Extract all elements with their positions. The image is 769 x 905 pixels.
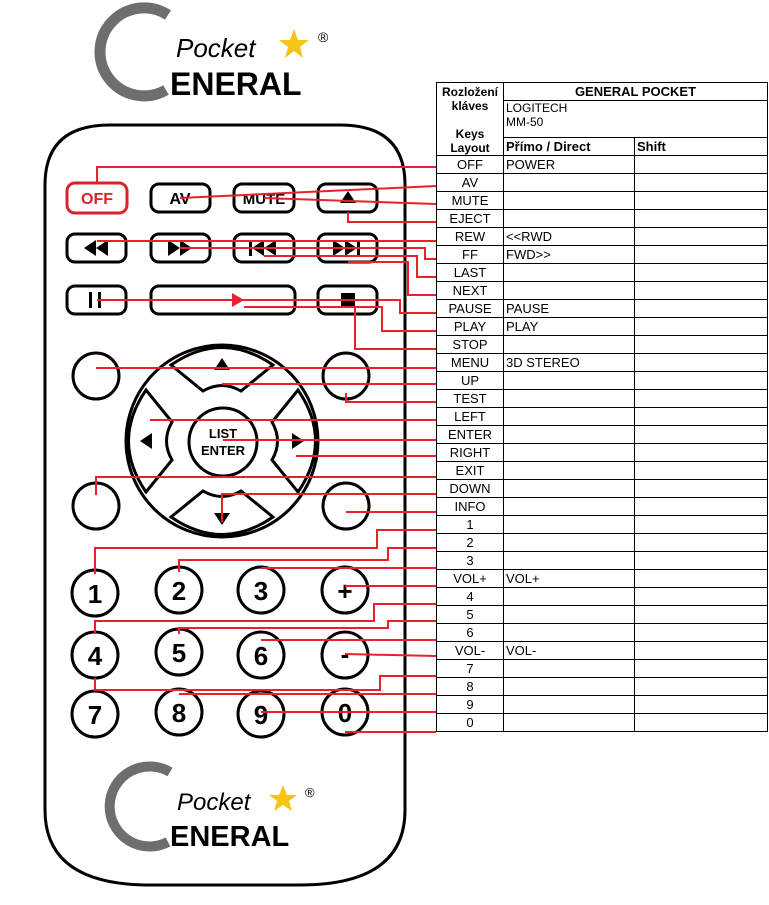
vol-plus-label: + [337, 576, 353, 606]
key-cell: STOP [437, 336, 504, 354]
key-0-label: 0 [337, 698, 353, 728]
table-row [437, 696, 768, 714]
shift-cell [635, 282, 768, 300]
keys-layout-header [437, 83, 504, 156]
direct-cell [504, 282, 635, 300]
device-name-text: LOGITECH MM-50 [506, 101, 568, 129]
key-cell: AV [437, 174, 504, 192]
direct-cell [504, 372, 635, 390]
key-8-button[interactable] [156, 689, 202, 735]
key-1-label: 1 [87, 579, 103, 609]
shift-cell [635, 336, 768, 354]
key-5-label: 5 [171, 638, 187, 668]
key-cell: DOWN [437, 480, 504, 498]
shift-cell [635, 300, 768, 318]
key-cell: INFO [437, 498, 504, 516]
direct-cell [504, 552, 635, 570]
shift-cell [635, 390, 768, 408]
shift-cell [635, 516, 768, 534]
off-button-label: OFF [81, 191, 113, 208]
direct-cell [504, 444, 635, 462]
key-cell: NEXT [437, 282, 504, 300]
table-row [437, 282, 768, 300]
direct-cell [504, 624, 635, 642]
key-cell: PLAY [437, 318, 504, 336]
direct-cell: VOL+ [504, 570, 635, 588]
shift-cell [635, 606, 768, 624]
direct-cell: PAUSE [504, 300, 635, 318]
table-row [437, 192, 768, 210]
table-row [437, 354, 768, 372]
menu-button[interactable] [73, 353, 119, 399]
direct-cell [504, 516, 635, 534]
logo-g-arc [100, 8, 168, 96]
shift-cell [635, 228, 768, 246]
shift-cell [635, 642, 768, 660]
shift-cell [635, 354, 768, 372]
key-cell: MUTE [437, 192, 504, 210]
shift-cell [635, 426, 768, 444]
direct-cell [504, 390, 635, 408]
table-row [437, 426, 768, 444]
table-row [437, 534, 768, 552]
key-9-label: 9 [253, 700, 269, 730]
key-cell: ENTER [437, 426, 504, 444]
shift-column-header: Shift [635, 138, 768, 156]
key-cell: EXIT [437, 462, 504, 480]
direct-cell: POWER [504, 156, 635, 174]
av-button-label: AV [169, 191, 191, 208]
rew-button[interactable] [67, 234, 126, 262]
enter-label: ENTER [200, 443, 246, 458]
direct-cell [504, 714, 635, 732]
device-name [504, 101, 768, 138]
key-cell: RIGHT [437, 444, 504, 462]
vol-minus-label: - [340, 639, 350, 669]
shift-cell [635, 570, 768, 588]
table-row [437, 390, 768, 408]
table-row [437, 228, 768, 246]
shift-cell [635, 174, 768, 192]
direct-cell [504, 210, 635, 228]
direct-cell [504, 408, 635, 426]
key-5-button[interactable] [156, 629, 202, 675]
direct-cell: <<RWD [504, 228, 635, 246]
key-cell: LEFT [437, 408, 504, 426]
shift-cell [635, 192, 768, 210]
key-2-label: 2 [171, 576, 187, 606]
top-logo [100, 8, 329, 102]
logo-pocket-text: Pocket [176, 33, 256, 63]
logo-registered-mark: ® [318, 29, 329, 45]
key-cell: 1 [437, 516, 504, 534]
table-row [437, 444, 768, 462]
table-row [437, 642, 768, 660]
shift-cell [635, 444, 768, 462]
key-cell: 6 [437, 624, 504, 642]
table-row [437, 624, 768, 642]
shift-cell [635, 714, 768, 732]
table-row [437, 210, 768, 228]
logo-general-text: ENERAL [170, 66, 302, 102]
shift-cell [635, 696, 768, 714]
shift-cell [635, 678, 768, 696]
table-row [437, 174, 768, 192]
table-row [437, 300, 768, 318]
direct-cell [504, 660, 635, 678]
mute-button-label: MUTE [242, 191, 286, 208]
key-cell: VOL- [437, 642, 504, 660]
key-3-button[interactable] [238, 567, 284, 613]
bottom-logo-pocket-text: Pocket [177, 789, 251, 816]
key-9-button[interactable] [238, 691, 284, 737]
key-cell: 7 [437, 660, 504, 678]
table-row [437, 678, 768, 696]
test-button[interactable] [323, 353, 369, 399]
direct-column-header: Přímo / Direct [504, 138, 635, 156]
keys-layout-header-text: Rozložení kláves Keys Layout [442, 85, 498, 155]
direct-cell [504, 336, 635, 354]
bottom-logo-general-text: ENERAL [170, 821, 290, 853]
table-row [437, 552, 768, 570]
key-6-label: 6 [253, 641, 269, 671]
key-4-button[interactable] [72, 632, 118, 678]
direct-cell [504, 174, 635, 192]
direct-cell [504, 264, 635, 282]
key-7-button[interactable] [72, 691, 118, 737]
key-3-label: 3 [253, 576, 269, 606]
key-cell: 9 [437, 696, 504, 714]
table-row [437, 588, 768, 606]
direct-cell [504, 498, 635, 516]
shift-cell [635, 156, 768, 174]
key-mapping-table [436, 82, 768, 732]
direct-cell [504, 192, 635, 210]
key-mapping-body [437, 83, 768, 732]
direct-cell [504, 588, 635, 606]
table-row [437, 246, 768, 264]
logo-star-icon [279, 29, 309, 58]
table-row [437, 570, 768, 588]
direct-cell [504, 534, 635, 552]
table-header-row-1 [437, 83, 768, 101]
shift-cell [635, 462, 768, 480]
info-button[interactable] [323, 483, 369, 529]
direct-cell [504, 678, 635, 696]
key-cell: 5 [437, 606, 504, 624]
shift-cell [635, 498, 768, 516]
table-row [437, 498, 768, 516]
direct-cell: FWD>> [504, 246, 635, 264]
key-cell: LAST [437, 264, 504, 282]
key-7-label: 7 [87, 700, 103, 730]
table-row [437, 660, 768, 678]
key-cell: PAUSE [437, 300, 504, 318]
shift-cell [635, 552, 768, 570]
shift-cell [635, 534, 768, 552]
direct-cell: PLAY [504, 318, 635, 336]
shift-cell [635, 246, 768, 264]
table-row [437, 606, 768, 624]
direct-cell [504, 426, 635, 444]
shift-cell [635, 660, 768, 678]
key-1-button[interactable] [72, 570, 118, 616]
list-label: LIST [208, 426, 238, 441]
shift-cell [635, 480, 768, 498]
direct-cell: 3D STEREO [504, 354, 635, 372]
key-cell: FF [437, 246, 504, 264]
table-row [437, 264, 768, 282]
shift-cell [635, 588, 768, 606]
shift-cell [635, 408, 768, 426]
shift-cell [635, 264, 768, 282]
list-enter-button[interactable] [189, 408, 257, 476]
key-cell: 4 [437, 588, 504, 606]
table-row [437, 318, 768, 336]
table-row [437, 336, 768, 354]
key-cell: VOL+ [437, 570, 504, 588]
table-row [437, 480, 768, 498]
table-row [437, 462, 768, 480]
direct-cell [504, 480, 635, 498]
key-cell: TEST [437, 390, 504, 408]
key-cell: 3 [437, 552, 504, 570]
key-6-button[interactable] [238, 632, 284, 678]
key-cell: UP [437, 372, 504, 390]
bottom-logo-registered-mark: ® [305, 785, 315, 800]
direct-cell: VOL- [504, 642, 635, 660]
table-row [437, 372, 768, 390]
key-cell: 0 [437, 714, 504, 732]
shift-cell [635, 624, 768, 642]
key-cell: 8 [437, 678, 504, 696]
key-cell: OFF [437, 156, 504, 174]
key-cell: REW [437, 228, 504, 246]
off-button[interactable] [67, 183, 127, 213]
table-row [437, 714, 768, 732]
direct-cell [504, 606, 635, 624]
table-title: GENERAL POCKET [504, 83, 768, 101]
key-cell: MENU [437, 354, 504, 372]
key-4-label: 4 [87, 641, 103, 671]
table-row [437, 516, 768, 534]
key-8-label: 8 [171, 698, 187, 728]
direct-cell [504, 696, 635, 714]
key-cell: 2 [437, 534, 504, 552]
shift-cell [635, 210, 768, 228]
shift-cell [635, 372, 768, 390]
vol-plus-button[interactable] [322, 567, 368, 613]
direct-cell [504, 462, 635, 480]
shift-cell [635, 318, 768, 336]
table-row [437, 156, 768, 174]
key-cell: EJECT [437, 210, 504, 228]
key-2-button[interactable] [156, 567, 202, 613]
table-row [437, 408, 768, 426]
